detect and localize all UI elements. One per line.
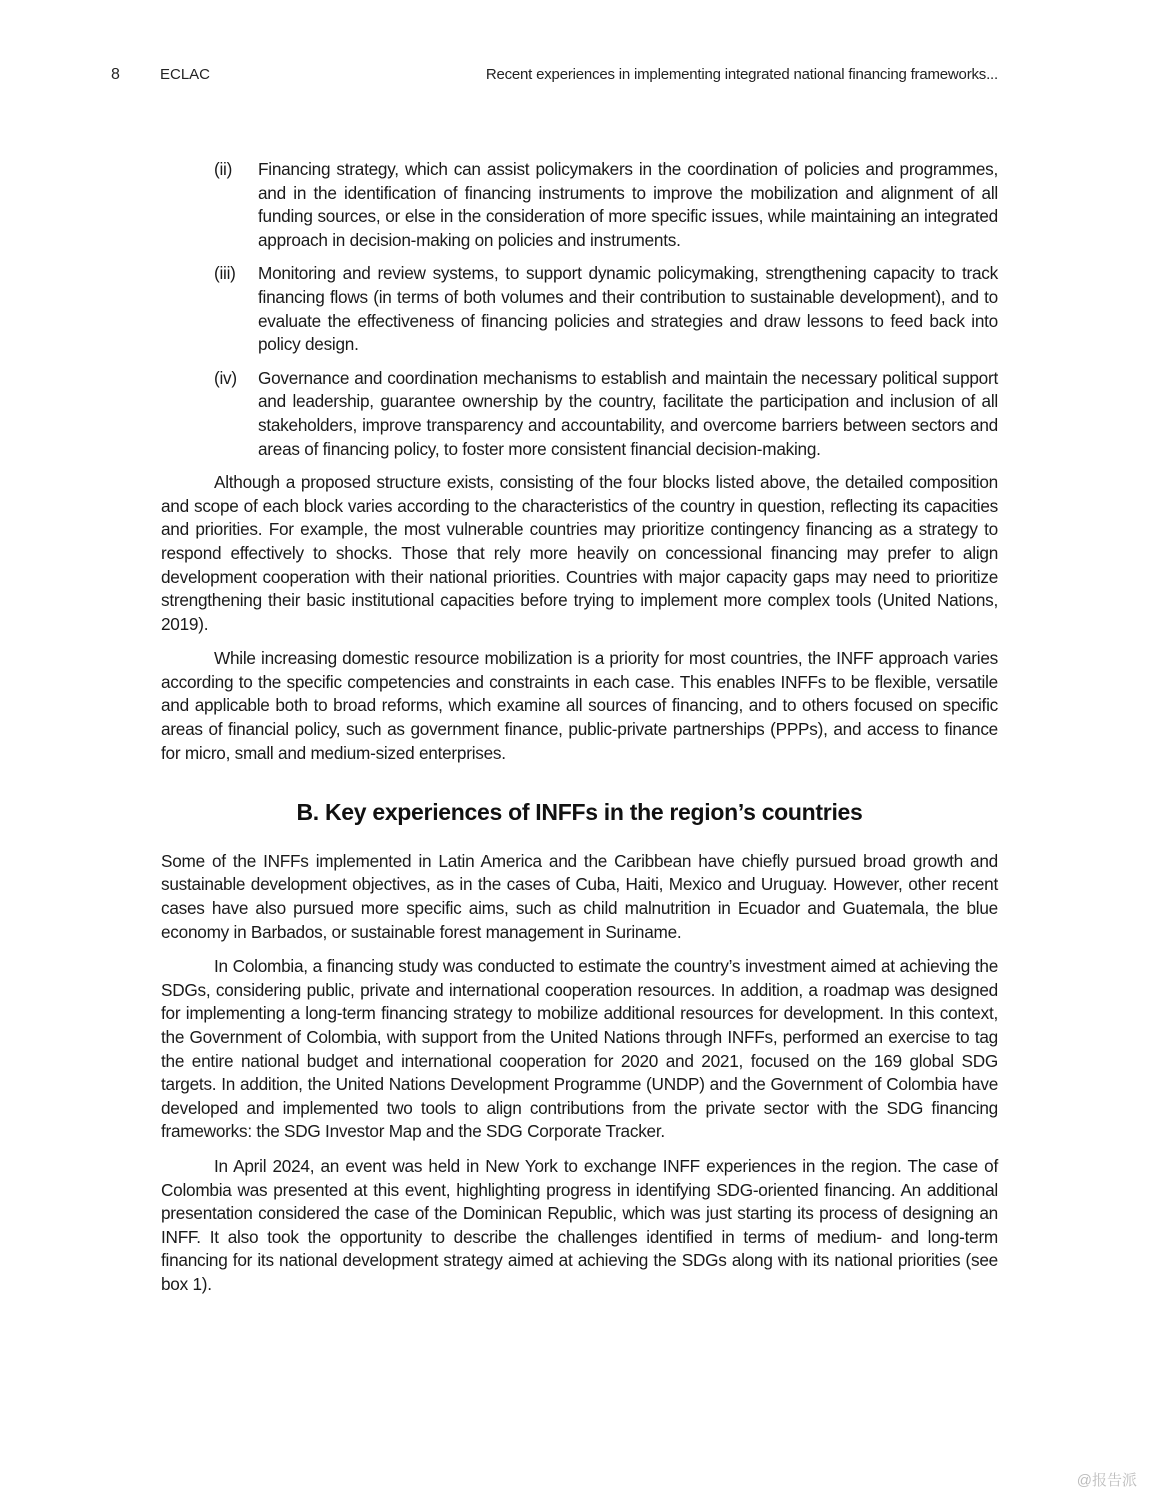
list-item [214, 158, 998, 252]
body-paragraph: Some of the INFFs implemented in Latin America and the Caribbean have chiefly pursued broad growth and sustainable development objectives, as in the cases of Cuba, Haiti, Mexico and Uruguay. However, other recent cases have also pursued more specific aims, such as child malnutrition in Ecuador and Guatemala, the blue economy in Barbados, or sustainable forest management in Suriname. [161, 850, 998, 942]
list-item [214, 262, 998, 356]
section-heading: B. Key experiences of INFFs in the region’s countries [296, 799, 863, 826]
list-text: Financing strategy, which can assist policymakers in the coordination of policies and programmes, and in the identification of financing instruments to improve the mobilization and alignment of all funding sources, or else in the consideration of more specific issues, while maintaining an integrated approach in decision-making on policies and instruments. [258, 159, 998, 250]
watermark: @报告派 [1076, 1472, 1137, 1489]
list-number: (ii) [214, 159, 233, 179]
list-item [214, 367, 998, 461]
body-paragraph: While increasing domestic resource mobilization is a priority for most countries, the INFF approach varies according to the specific competencies and constraints in each case. This enables INFFs to be flexible, versatile and applicable both to broad reforms, which examine all sources of financing, and to others focused on specific areas of financial policy, such as government finance, public-private partnerships (PPPs), and access to finance for micro, small and medium-sized enterprises. [161, 648, 998, 763]
list-number: (iv) [214, 367, 237, 388]
list-text: Monitoring and review systems, to support dynamic policymaking, strengthening capacity to track financing flows (in terms of both volumes and their contribution to sustainable development), and to evaluate the effectiveness of financing policies and strategies and draw lessons to feed back into policy design. [258, 263, 998, 355]
page-header [0, 66, 1159, 88]
body-paragraph: In April 2024, an event was held in New York to exchange INFF experiences in the region. The case of Colombia was presented at this event, highlighting progress in identifying SDG-oriented financing. An additional presentation considered the case of the Dominican Republic, which was just starting its process of designing an INFF. It also took the opportunity to describe the challenges identified in terms of medium- and long-term financing for its national development strategy aimed at achieving the SDGs along with its national priorities (see box 1). [161, 1155, 998, 1294]
list-number: (iii) [214, 263, 236, 284]
body-paragraph: Although a proposed structure exists, consisting of the four blocks listed above, the detailed composition and scope of each block varies according to the characteristics of the country in question, reflecting its capacities and priorities. For example, the most vulnerable countries may prioritize contingency financing as a strategy to respond effectively to shocks. Those that rely more heavily on concessional financing may prefer to align development cooperation with their national priorities. Countries with major capacity gaps may need to prioritize strengthening their basic institutional capacities before trying to implement more complex tools (United Nations, 2019). [161, 472, 998, 634]
running-title: Recent experiences in implementing integrated national financing frameworks... [485, 66, 998, 83]
organization-name: ECLAC [160, 66, 211, 83]
list-text: Governance and coordination mechanisms to establish and maintain the necessary political support and leadership, guarantee ownership by the country, facilitate the participation and inclusion of all stakeholders, improve transparency and accountability, and overcome barriers between sectors and areas of financing policy, to foster more consistent financial decision-making. [258, 367, 998, 459]
body-paragraph: In Colombia, a financing study was conducted to estimate the country’s investment aimed at achieving the SDGs, considering public, private and international cooperation resources. In addition, a roadmap was designed for implementing a long-term financing strategy to mobilize additional resources for development. In this context, the Government of Colombia, with support from the United Nations through INFFs, performed an exercise to tag the entire national budget and international cooperation for 2020 and 2021, focused on the 169 global SDG targets. In addition, the United Nations Development Programme (UNDP) and the Government of Colombia have developed and implemented two tools to align contributions from the private sector with the SDG financing frameworks: the SDG Investor Map and the SDG Corporate Tracker. [161, 956, 998, 1142]
page-body [161, 158, 998, 1308]
page-number: 8 [111, 66, 120, 83]
